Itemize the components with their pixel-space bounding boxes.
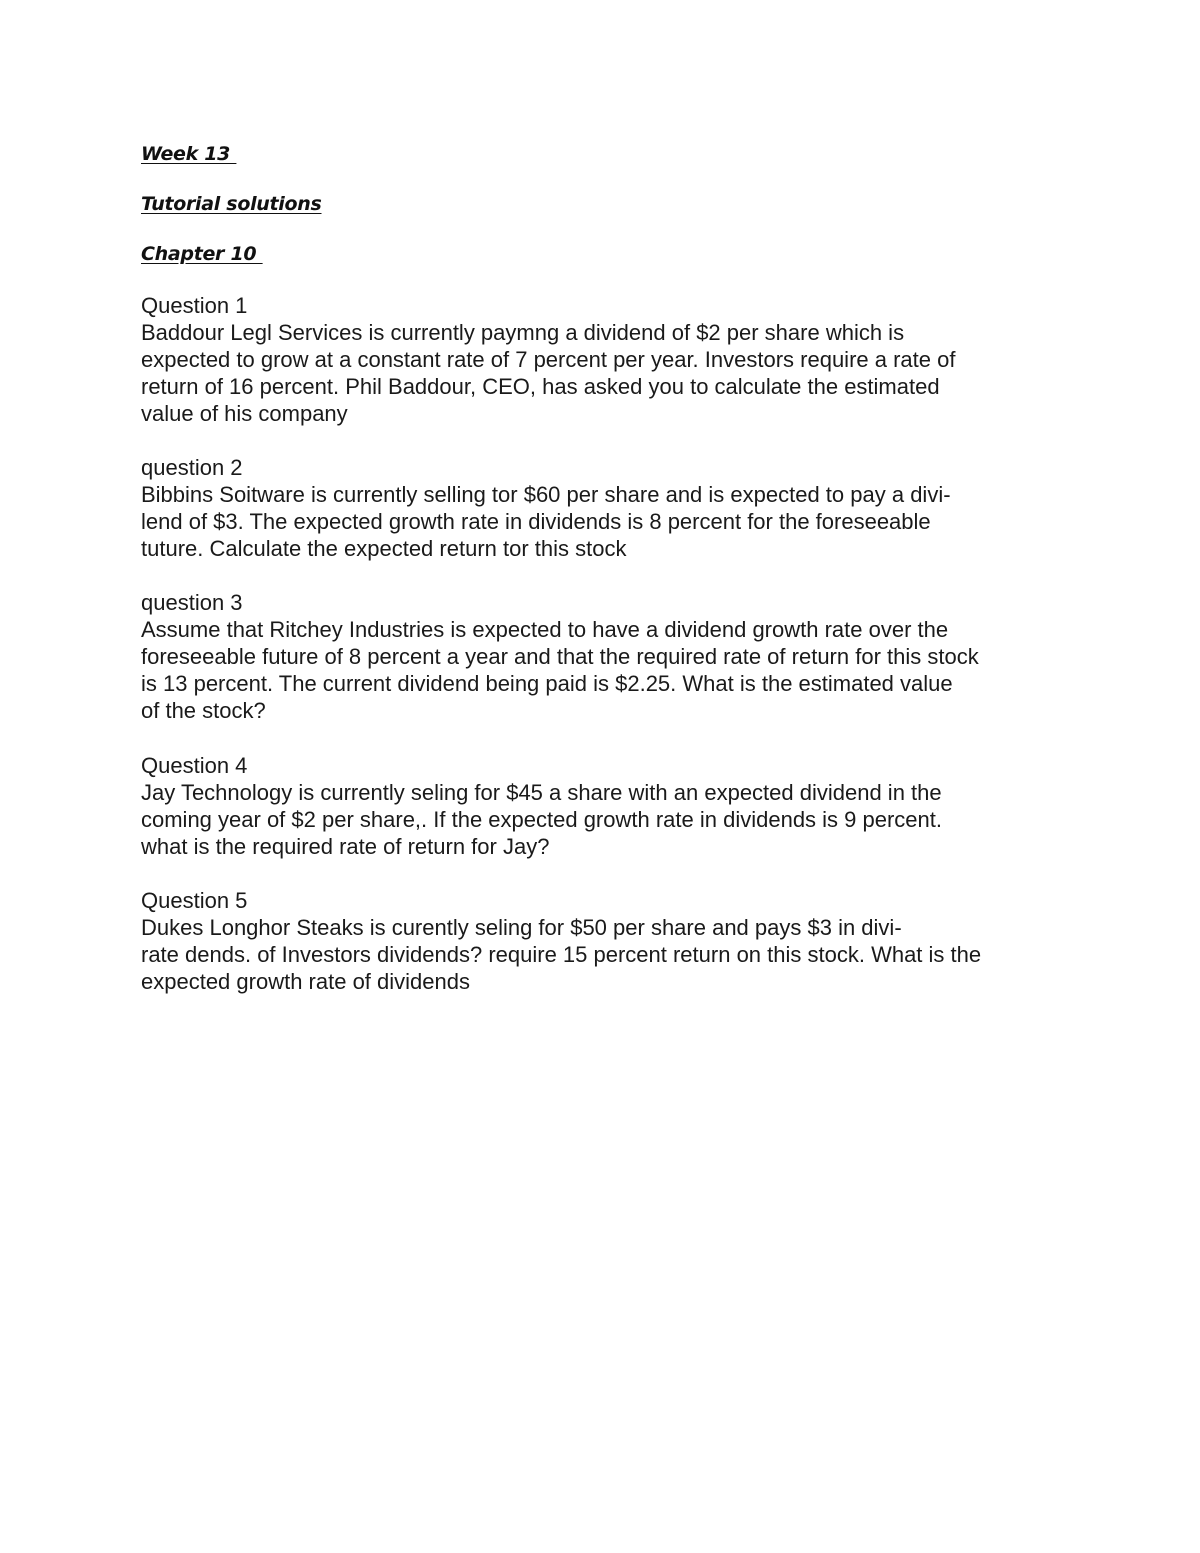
question-3 — [141, 589, 1061, 724]
question-text-line: is 13 percent. The current dividend being paid is $2.25. What is the estimated value — [141, 671, 953, 696]
question-text-line: Dukes Longhor Steaks is curently seling for $50 per share and pays $3 in divi- — [141, 915, 902, 940]
question-2 — [141, 454, 1061, 562]
question-text-line: foreseeable future of 8 percent a year and that the required rate of return for this stock — [141, 644, 979, 669]
question-text-line: expected to grow at a constant rate of 7 percent per year. Investors require a rate of — [141, 347, 956, 372]
question-text-line: tuture. Calculate the expected return tor this stock — [141, 536, 627, 561]
question-text-line: what is the required rate of return for Jay? — [141, 834, 550, 859]
question-text-line: Jay Technology is currently seling for $45 a share with an expected dividend in the — [141, 780, 942, 805]
question-text-line: value of his company — [141, 401, 348, 426]
question-text-line: of the stock? — [141, 698, 266, 723]
question-label: Question 5 — [141, 888, 248, 913]
chapter-heading: Chapter 10 — [141, 243, 263, 265]
question-4 — [141, 752, 1061, 860]
question-text-line: coming year of $2 per share,. If the expected growth rate in dividends is 9 percent. — [141, 807, 943, 832]
question-label: Question 1 — [141, 293, 248, 318]
question-label: Question 4 — [141, 753, 248, 778]
question-1 — [141, 292, 1061, 427]
question-text-line: Bibbins Soitware is currently selling tor $60 per share and is expected to pay a divi- — [141, 482, 951, 507]
question-text-line: lend of $3. The expected growth rate in dividends is 8 percent for the foreseeable — [141, 509, 931, 534]
question-label: question 3 — [141, 590, 243, 615]
tutorial-heading: Tutorial solutions — [141, 193, 322, 215]
question-label: question 2 — [141, 455, 243, 480]
question-text-line: expected growth rate of dividends — [141, 969, 470, 994]
question-5 — [141, 887, 1061, 995]
question-text-line: rate dends. of Investors dividends? require 15 percent return on this stock. What is the — [141, 942, 982, 967]
question-text-line: Baddour Legl Services is currently paymng a dividend of $2 per share which is — [141, 320, 905, 345]
question-text-line: Assume that Ritchey Industries is expected to have a dividend growth rate over the — [141, 617, 949, 642]
week-heading: Week 13 — [141, 143, 237, 165]
question-text-line: return of 16 percent. Phil Baddour, CEO, has asked you to calculate the estimated — [141, 374, 940, 399]
